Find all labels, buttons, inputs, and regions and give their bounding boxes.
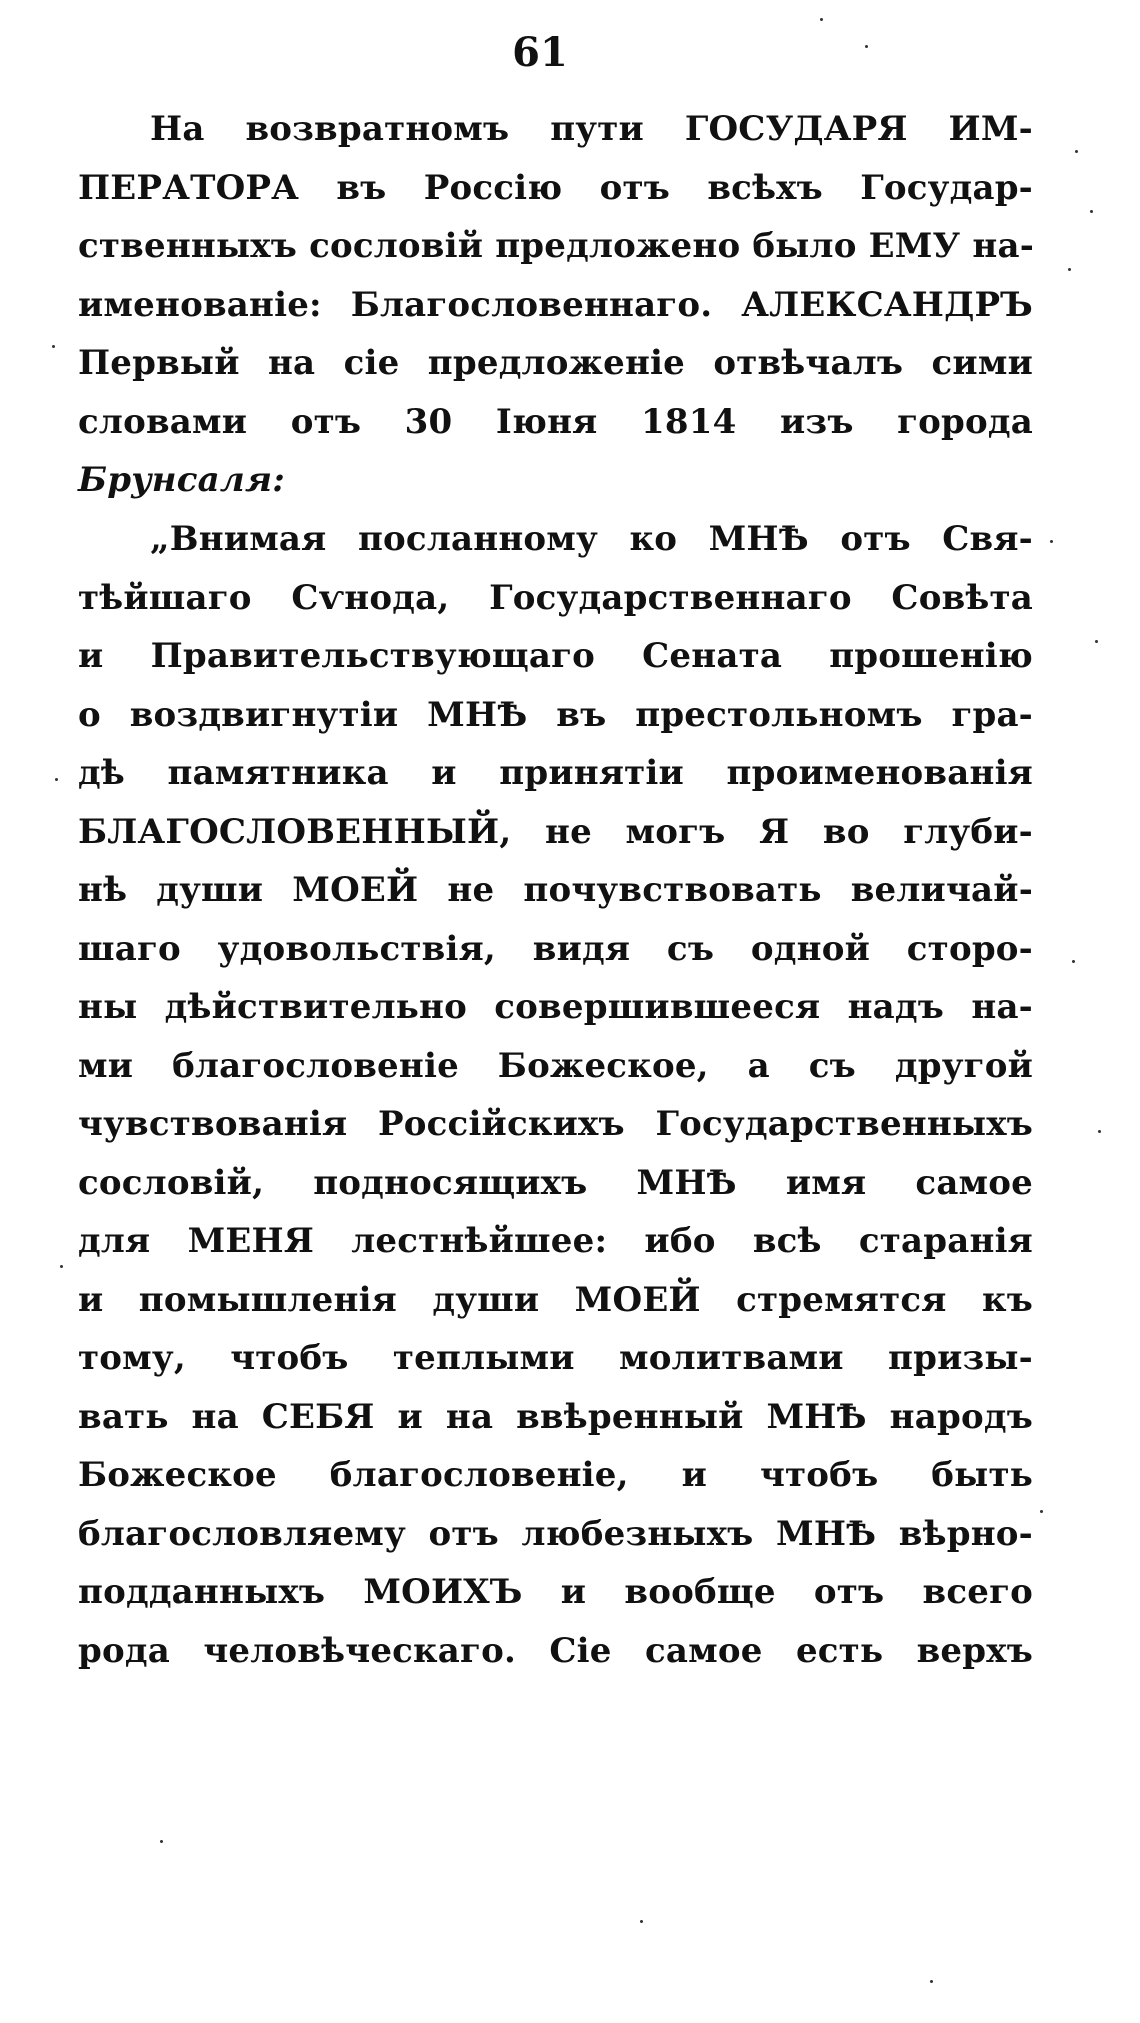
paragraph-1 [78, 100, 1033, 510]
text-line: БЛАГОСЛОВЕННЫЙ, не могъ Я во глуби- [78, 811, 1033, 852]
text-line: Первый на сіе предложеніе отвѣчалъ сими [78, 343, 1033, 383]
text-line: Брунсаля: [78, 460, 285, 500]
scan-speck [865, 45, 868, 48]
scan-speck [1075, 150, 1078, 153]
scan-speck [1095, 640, 1098, 643]
scan-speck [1072, 960, 1075, 963]
text-line: для МЕНЯ лестнѣйшее: ибо всѣ старанія [78, 1221, 1033, 1261]
scan-speck [60, 1265, 63, 1268]
text-line: ПЕРАТОРА въ Россію отъ всѣхъ Государ- [78, 167, 1033, 208]
scan-speck [1098, 1130, 1101, 1133]
scan-speck [1040, 1510, 1043, 1513]
scan-speck [1050, 540, 1053, 543]
scan-speck [52, 345, 55, 348]
scan-speck [930, 1980, 933, 1983]
text-line: На возвратномъ пути ГОСУДАРЯ ИМ- [150, 109, 1033, 149]
text-line: ми благословеніе Божеское, а съ другой [78, 1045, 1033, 1086]
text-line: и Правительствующаго Сената прошенію [78, 636, 1033, 676]
text-line: чувствованія Россійскихъ Государственныхъ [78, 1104, 1033, 1144]
scan-speck [820, 18, 823, 21]
text-line: дѣ памятника и принятіи проименованія [78, 753, 1033, 793]
text-line: Божеское благословеніе, и чтобъ быть [78, 1455, 1033, 1495]
text-line: нѣ души МОЕЙ не почувствовать величай- [78, 870, 1033, 910]
scan-speck [1090, 210, 1093, 213]
text-line: вать на СЕБЯ и на ввѣренный МНѢ народъ [78, 1396, 1033, 1437]
text-line: и помышленія души МОЕЙ стремятся къ [78, 1279, 1033, 1320]
scan-speck [160, 1840, 163, 1843]
text-line: ны дѣйствительно совершившееся надъ на- [78, 987, 1033, 1027]
text-line: ственныхъ сословій предложено было ЕМУ на- [78, 226, 1035, 266]
scan-speck [1068, 268, 1071, 271]
scan-speck [55, 778, 58, 781]
page-number: 61 [512, 29, 568, 76]
scan-speck [640, 1920, 643, 1923]
text-line: именованіе: Благословеннаго. АЛЕКСАНДРЪ [78, 284, 1033, 325]
text-line: рода человѣческаго. Сіе самое есть верхъ [78, 1630, 1033, 1671]
text-line: благословляему отъ любезныхъ МНѢ вѣрно- [78, 1513, 1033, 1554]
paragraph-2 [78, 510, 1033, 1680]
text-line: тѣйшаго Сѵнода, Государственнаго Совѣта [78, 577, 1033, 618]
text-line: „Внимая посланному ко МНѢ отъ Свя- [150, 519, 1033, 559]
text-line: шаго удовольствія, видя съ одной сторо- [78, 928, 1033, 969]
text-line: о воздвигнутіи МНѢ въ престольномъ гра- [78, 694, 1033, 735]
text-line: тому, чтобъ теплыми молитвами призы- [78, 1338, 1033, 1378]
text-line: подданныхъ МОИХЪ и вообще отъ всего [78, 1572, 1033, 1612]
text-line: словами отъ 30 Іюня 1814 изъ города [78, 401, 1033, 442]
text-line: сословій, подносящихъ МНѢ имя самое [78, 1162, 1033, 1203]
